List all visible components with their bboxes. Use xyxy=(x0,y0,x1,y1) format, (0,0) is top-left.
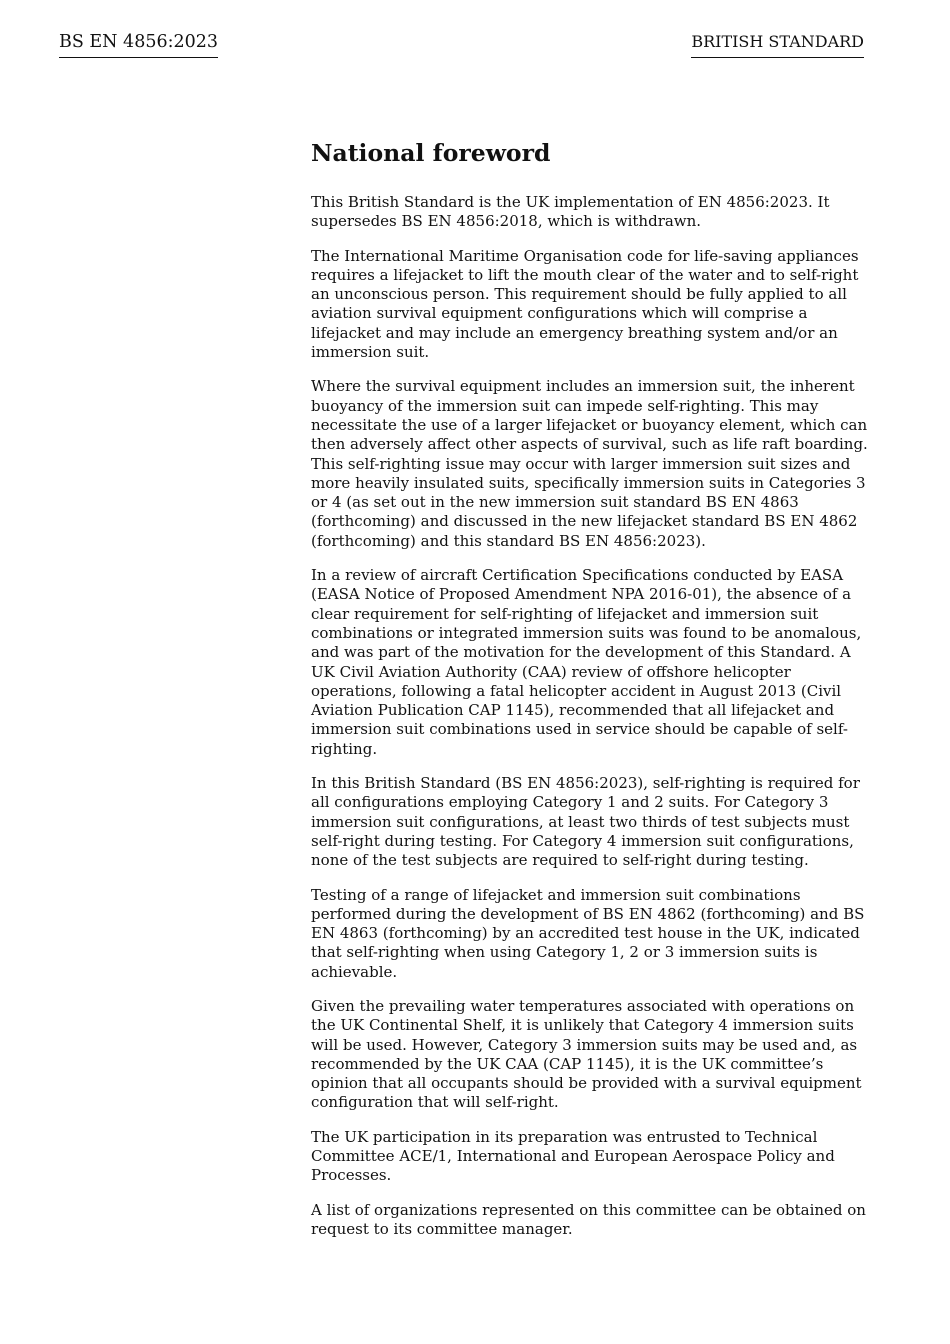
paragraph-water-temperatures: Given the prevailing water temperatures associated with operations on the UK Continental Shelf, it is unlikely that Category 4 immersion suits will be used. However, Category 3 immersion suits may be used and, as recommended by the UK CAA (CAP 1145), it is the UK committee’s opinion that all occupants should be provided with a survival equipment configuration that will self-right. xyxy=(311,996,862,1112)
paragraph-buoyancy: Where the survival equipment includes an immersion suit, the inherent buoyancy of the immersion suit can impede self-righting. This may necessitate the use of a larger lifejacket or buoyancy element, which can then adversely affect other aspects of survival, such as life raft boarding. This self-righting issue may occur with larger immersion suit sizes and more heavily insulated suits, specifically immersion suits in Categories 3 or 4 (as set out in the new immersion suit standard BS EN 4863 (forthcoming) and discussed in the new lifejacket standard BS EN 4862 (forthcoming) and this standard BS EN 4856:2023). xyxy=(311,377,868,550)
paragraph-committee: The UK participation in its preparation was entrusted to Technical Committee ACE/1, International and European Aerospace Policy and Processes. xyxy=(311,1127,835,1185)
page-title: National foreword xyxy=(311,139,551,167)
paragraph-implementation: This British Standard is the UK implementation of EN 4856:2023. It supersedes BS EN 4856:2018, which is withdrawn. xyxy=(311,193,830,231)
paragraph-self-righting-requirement: In this British Standard (BS EN 4856:2023), self-righting is required for all configurations employing Category 1 and 2 suits. For Category 3 immersion suit configurations, at least two thirds of test subjects must self-right during testing. For Category 4 immersion suit configurations, none of the test subjects are required to self-right during testing. xyxy=(311,774,860,870)
document-id: BS EN 4856:2023 xyxy=(59,31,218,58)
standard-category: BRITISH STANDARD xyxy=(691,31,864,58)
paragraph-organizations: A list of organizations represented on this committee can be obtained on request to its committee manager. xyxy=(311,1200,866,1238)
foreword-section xyxy=(311,138,871,1254)
paragraph-imo-code: The International Maritime Organisation code for life-saving appliances requires a lifejacket to lift the mouth clear of the water and to self-right an unconscious person. This requirement should be fully applied to all aviation survival equipment configurations which will comprise a lifejacket and may include an emergency breathing system and/or an immersion suit. xyxy=(311,246,859,362)
paragraph-easa-review: In a review of aircraft Certification Specifications conducted by EASA (EASA Notice of Proposed Amendment NPA 2016-01), the absence of a clear requirement for self-righting of lifejacket and immersion suit combinations or integrated immersion suits was found to be anomalous, and was part of the motivation for the development of this Standard. A UK Civil Aviation Authority (CAA) review of offshore helicopter operations, following a fatal helicopter accident in August 2013 (Civil Aviation Publication CAP 1145), recommended that all lifejacket and immersion suit combinations used in service should be capable of self-righting. xyxy=(311,566,862,758)
paragraph-testing: Testing of a range of lifejacket and immersion suit combinations performed during the development of BS EN 4862 (forthcoming) and BS EN 4863 (forthcoming) by an accredited test house in the UK, indicated that self-righting when using Category 1, 2 or 3 immersion suits is achievable. xyxy=(311,885,865,981)
